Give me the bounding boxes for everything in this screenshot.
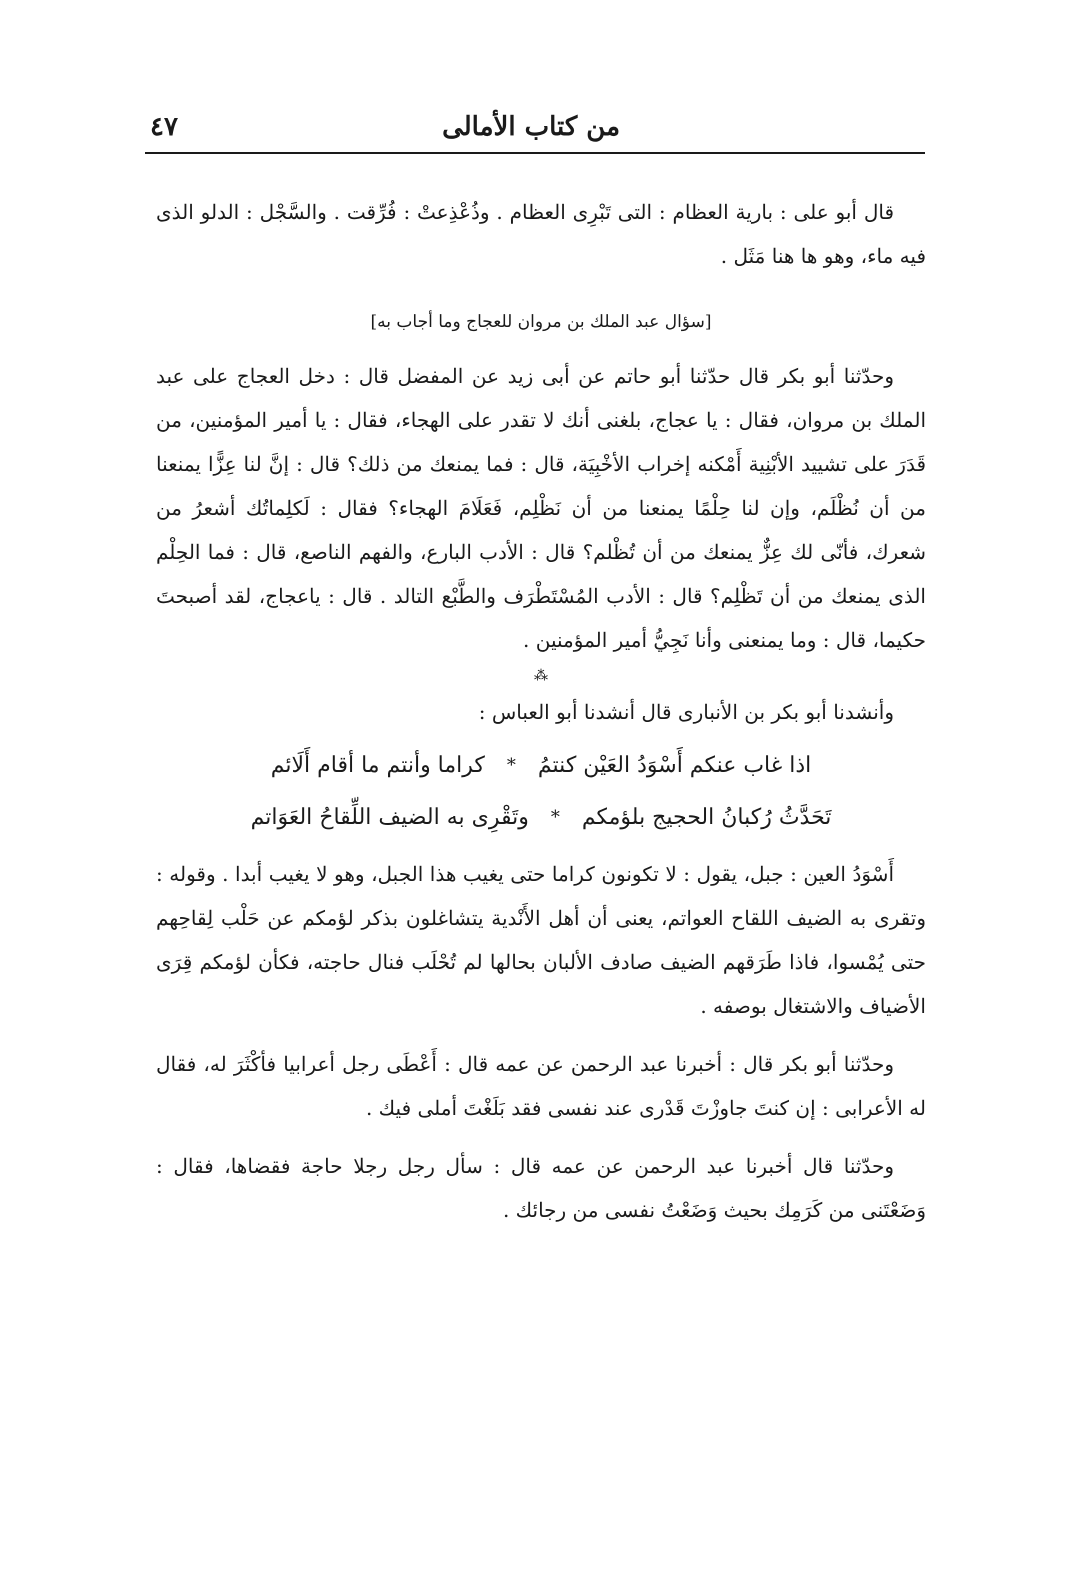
paragraph-gloss: قال أبو على : بارية العظام : التى تَبْرِى العظام . وذُعْذِعتْ : فُرِّقت . والسَّجْل : الدلو الذى فيه ماء، وهو ها هنا مَثَل . [156,200,926,268]
paragraph-poem-commentary: أَسْوَدُ العين : جبل، يقول : لا تكونون كراما حتى يغيب هذا الجبل، وهو لا يغيب أبدا . وقوله : وتقرى به الضيف اللقاح العواتم، يعنى أن أهل الأَنْدية يتشاغلون بذكر لؤمكم عن حَلْب لِقاحِهم حتى يُمْسوا، فاذا طَرَقهم الضيف صادف الألبان بحالها لم تُحْلَب فنال حاجته، فكأن لؤمكم قِرَى الأضياف والاشتغال بوصفه . [156,862,926,1018]
verse-separator: * [550,807,560,828]
verse-second-hemistich: وتَقْرِى به الضيف اللِّقاحُ العَوَاتم [250,805,529,830]
section-divider-asterism: ⁂ [534,668,548,684]
poem [156,740,926,844]
paragraph-request-anecdote: وحدّثنا قال أخبرنا عبد الرحمن عن عمه قال : سأل رجل رجلا حاجة فقضاها، فقال : وَضَعْتَنى من كَرَمِك بحيث وَضَعْتُ نفسى من رجائك . [156,1154,926,1222]
section-heading: [سؤال عبد الملك بن مروان للعجاج وما أجاب به] [370,312,712,332]
poem-verse [156,740,926,792]
running-title: من كتاب الأمالى [442,112,620,142]
verse-first-hemistich: تَحَدَّثُ رُكبانُ الحجيج بلؤمكم [581,805,832,830]
poem-verse [156,792,926,844]
header-rule [145,152,925,154]
running-header [150,112,920,152]
paragraph-ajjaj-story: وحدّثنا أبو بكر قال حدّثنا أبو حاتم عن أبى زيد عن المفضل قال : دخل العجاج على عبد الملك بن مروان، فقال : يا عجاج، بلغنى أنك لا تقدر على الهجاء، فقال : يا أمير المؤمنين، من قَدَرَ على تشييد الأبْنِية أَمْكنه إخراب الأخْبِيَة، قال : فما يمنعك من ذلك؟ قال : إنَّ لنا عِزًّا يمنعنا من أن نُظْلَم، وإن لنا حِلْمًا يمنعنا من أن نَظْلِم، فَعَلَامَ الهجاء؟ فقال : لَكلِماتُك أشعرُ من شعرك، فأنّى لك عِزٌّ يمنعك من أن تُظْلم؟ قال : الأدب البارع، والفهم الناصع، قال : فما الحِلْم الذى يمنعك من أن تَظْلِم؟ قال : الأدب المُسْتَطْرَف والطَّبْع التالد . قال : ياعجاج، لقد أصبحتَ حكيما، قال : وما يمنعنى وأنا نَجِيُّ أمير المؤمنين . [156,364,926,652]
verse-separator: * [506,755,516,776]
verse-second-hemistich: كراما وأنتم ما أقام أَلَائم [270,753,485,778]
body-text [156,190,926,1232]
paragraph-bedouin-anecdote: وحدّثنا أبو بكر قال : أخبرنا عبد الرحمن عن عمه قال : أَعْطَى رجل أعرابيا فأكْثَرَ له، فقال له الأعرابى : إن كنتَ جاوزْتَ قَدْرى عند نفسى فقد بَلَغْتَ أملى فيك . [156,1052,926,1120]
page-number: ٤٧ [150,112,178,142]
verse-first-hemistich: اذا غاب عنكم أَسْوَدُ العَيْن كنتمُ [537,753,812,778]
paragraph-poem-intro: وأنشدنا أبو بكر بن الأنبارى قال أنشدنا أبو العباس : [478,700,894,724]
